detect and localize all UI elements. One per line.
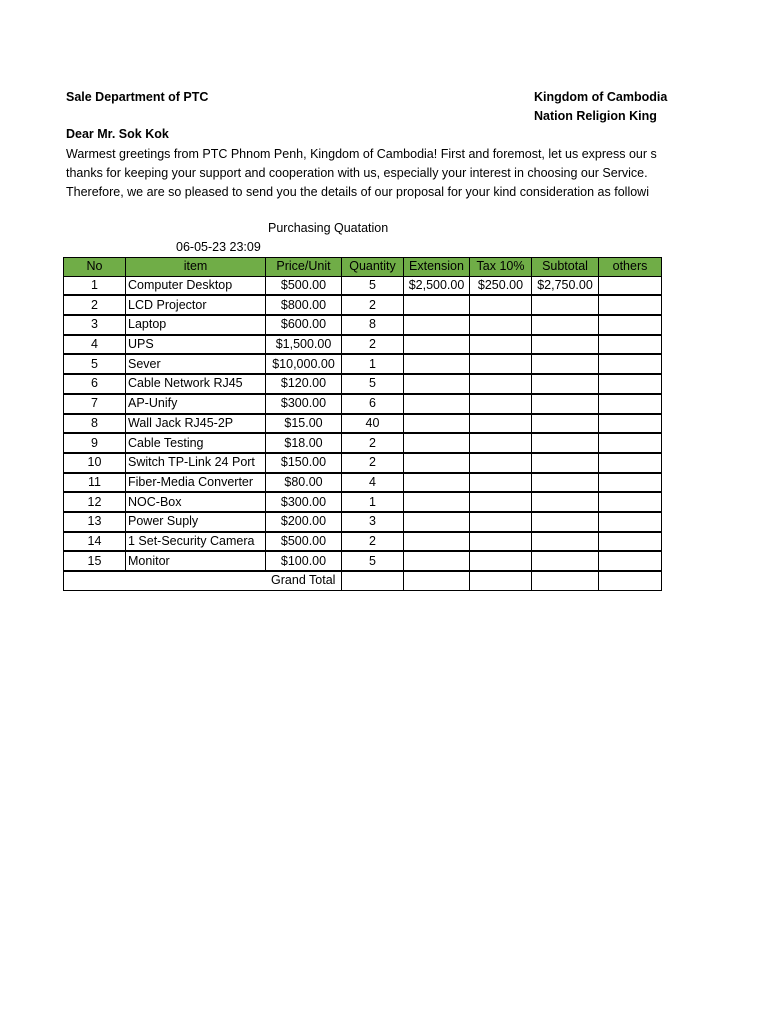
salutation: Dear Mr. Sok Kok bbox=[66, 127, 169, 141]
cell-tax bbox=[470, 335, 532, 355]
cell-price: $100.00 bbox=[266, 551, 342, 571]
cell-quantity: 8 bbox=[342, 315, 404, 335]
table-row bbox=[64, 276, 662, 295]
cell-others bbox=[599, 492, 662, 512]
table-header-row bbox=[64, 258, 662, 277]
cell-quantity: 5 bbox=[342, 276, 404, 295]
cell-extension bbox=[404, 414, 470, 434]
cell-tax bbox=[470, 473, 532, 493]
cell-subtotal bbox=[532, 374, 599, 394]
cell-subtotal bbox=[532, 453, 599, 473]
cell-others bbox=[599, 394, 662, 414]
cell-extension bbox=[404, 512, 470, 532]
cell-item: Sever bbox=[126, 354, 266, 374]
cell-extension bbox=[404, 374, 470, 394]
cell-subtotal bbox=[532, 354, 599, 374]
col-header-price: Price/Unit bbox=[266, 258, 342, 277]
grand-total-tax bbox=[470, 571, 532, 590]
cell-price: $150.00 bbox=[266, 453, 342, 473]
cell-extension bbox=[404, 433, 470, 453]
cell-item: UPS bbox=[126, 335, 266, 355]
cell-tax bbox=[470, 295, 532, 315]
grand-total-row bbox=[64, 571, 662, 590]
cell-item: Fiber-Media Converter bbox=[126, 473, 266, 493]
cell-item: Wall Jack RJ45-2P bbox=[126, 414, 266, 434]
cell-subtotal bbox=[532, 414, 599, 434]
cell-no: 11 bbox=[64, 473, 126, 493]
col-header-tax: Tax 10% bbox=[470, 258, 532, 277]
cell-subtotal bbox=[532, 394, 599, 414]
cell-extension bbox=[404, 295, 470, 315]
cell-subtotal bbox=[532, 532, 599, 552]
cell-no: 10 bbox=[64, 453, 126, 473]
cell-extension: $2,500.00 bbox=[404, 276, 470, 295]
cell-tax bbox=[470, 354, 532, 374]
cell-tax bbox=[470, 374, 532, 394]
grand-total-blank bbox=[64, 571, 126, 590]
cell-no: 13 bbox=[64, 512, 126, 532]
national-motto: Nation Religion King bbox=[534, 109, 657, 123]
cell-subtotal bbox=[532, 315, 599, 335]
cell-extension bbox=[404, 354, 470, 374]
cell-extension bbox=[404, 335, 470, 355]
table-row bbox=[64, 551, 662, 571]
cell-price: $300.00 bbox=[266, 492, 342, 512]
cell-subtotal bbox=[532, 512, 599, 532]
cell-price: $10,000.00 bbox=[266, 354, 342, 374]
cell-extension bbox=[404, 453, 470, 473]
table-row bbox=[64, 335, 662, 355]
letter-line: Therefore, we are so pleased to send you the details of our proposal for your kind consideration as followi bbox=[66, 185, 649, 199]
cell-no: 12 bbox=[64, 492, 126, 512]
table-row bbox=[64, 295, 662, 315]
cell-no: 9 bbox=[64, 433, 126, 453]
cell-subtotal bbox=[532, 492, 599, 512]
cell-price: $80.00 bbox=[266, 473, 342, 493]
country-name: Kingdom of Cambodia bbox=[534, 90, 668, 104]
cell-price: $15.00 bbox=[266, 414, 342, 434]
letter-line: thanks for keeping your support and cooperation with us, especially your interest in choosing our Service. bbox=[66, 166, 648, 180]
cell-item: Switch TP-Link 24 Port bbox=[126, 453, 266, 473]
grand-total-subtotal bbox=[532, 571, 599, 590]
quotation-datetime: 06-05-23 23:09 bbox=[176, 240, 261, 254]
cell-others bbox=[599, 276, 662, 295]
cell-others bbox=[599, 453, 662, 473]
cell-quantity: 2 bbox=[342, 335, 404, 355]
cell-extension bbox=[404, 473, 470, 493]
cell-others bbox=[599, 414, 662, 434]
cell-price: $500.00 bbox=[266, 276, 342, 295]
cell-no: 1 bbox=[64, 276, 126, 295]
cell-quantity: 2 bbox=[342, 532, 404, 552]
table-row bbox=[64, 433, 662, 453]
cell-tax bbox=[470, 532, 532, 552]
cell-quantity: 2 bbox=[342, 433, 404, 453]
table-row bbox=[64, 354, 662, 374]
quotation-title: Purchasing Quatation bbox=[268, 221, 389, 235]
col-header-others: others bbox=[599, 258, 662, 277]
cell-item: Monitor bbox=[126, 551, 266, 571]
cell-item: Power Suply bbox=[126, 512, 266, 532]
letter-body bbox=[66, 145, 661, 205]
cell-subtotal bbox=[532, 433, 599, 453]
table-row bbox=[64, 414, 662, 434]
table-row bbox=[64, 453, 662, 473]
cell-extension bbox=[404, 532, 470, 552]
quotation-table bbox=[63, 257, 662, 591]
cell-extension bbox=[404, 551, 470, 571]
cell-others bbox=[599, 374, 662, 394]
cell-item: Cable Testing bbox=[126, 433, 266, 453]
table-row bbox=[64, 473, 662, 493]
cell-others bbox=[599, 295, 662, 315]
cell-price: $120.00 bbox=[266, 374, 342, 394]
cell-no: 7 bbox=[64, 394, 126, 414]
cell-subtotal bbox=[532, 335, 599, 355]
cell-price: $600.00 bbox=[266, 315, 342, 335]
col-header-no: No bbox=[64, 258, 126, 277]
cell-item: Cable Network RJ45 bbox=[126, 374, 266, 394]
cell-item: LCD Projector bbox=[126, 295, 266, 315]
cell-item: NOC-Box bbox=[126, 492, 266, 512]
cell-no: 14 bbox=[64, 532, 126, 552]
cell-quantity: 2 bbox=[342, 453, 404, 473]
cell-tax bbox=[470, 315, 532, 335]
cell-price: $800.00 bbox=[266, 295, 342, 315]
cell-others bbox=[599, 532, 662, 552]
table-row bbox=[64, 394, 662, 414]
cell-quantity: 6 bbox=[342, 394, 404, 414]
cell-no: 15 bbox=[64, 551, 126, 571]
cell-quantity: 5 bbox=[342, 551, 404, 571]
cell-no: 4 bbox=[64, 335, 126, 355]
cell-item: Laptop bbox=[126, 315, 266, 335]
cell-subtotal: $2,750.00 bbox=[532, 276, 599, 295]
cell-quantity: 2 bbox=[342, 295, 404, 315]
cell-others bbox=[599, 551, 662, 571]
cell-tax bbox=[470, 414, 532, 434]
table-row bbox=[64, 315, 662, 335]
cell-price: $300.00 bbox=[266, 394, 342, 414]
cell-subtotal bbox=[532, 551, 599, 571]
cell-others bbox=[599, 433, 662, 453]
cell-others bbox=[599, 512, 662, 532]
cell-others bbox=[599, 473, 662, 493]
grand-total-blank bbox=[126, 571, 266, 590]
cell-tax bbox=[470, 551, 532, 571]
col-header-subtotal: Subtotal bbox=[532, 258, 599, 277]
cell-price: $1,500.00 bbox=[266, 335, 342, 355]
cell-quantity: 1 bbox=[342, 354, 404, 374]
cell-quantity: 40 bbox=[342, 414, 404, 434]
cell-price: $500.00 bbox=[266, 532, 342, 552]
grand-total-quantity bbox=[342, 571, 404, 590]
cell-tax bbox=[470, 512, 532, 532]
cell-item: AP-Unify bbox=[126, 394, 266, 414]
table-row bbox=[64, 532, 662, 552]
col-header-quantity: Quantity bbox=[342, 258, 404, 277]
cell-tax bbox=[470, 453, 532, 473]
cell-extension bbox=[404, 492, 470, 512]
grand-total-extension bbox=[404, 571, 470, 590]
cell-quantity: 3 bbox=[342, 512, 404, 532]
table-row bbox=[64, 374, 662, 394]
cell-item: Computer Desktop bbox=[126, 276, 266, 295]
cell-no: 8 bbox=[64, 414, 126, 434]
cell-tax bbox=[470, 433, 532, 453]
cell-subtotal bbox=[532, 295, 599, 315]
sender-department: Sale Department of PTC bbox=[66, 90, 209, 104]
cell-others bbox=[599, 315, 662, 335]
cell-no: 6 bbox=[64, 374, 126, 394]
grand-total-label: Grand Total bbox=[266, 571, 342, 590]
cell-quantity: 1 bbox=[342, 492, 404, 512]
cell-tax bbox=[470, 492, 532, 512]
letter-line: Warmest greetings from PTC Phnom Penh, Kingdom of Cambodia! First and foremost, let us express our s bbox=[66, 147, 657, 161]
cell-price: $18.00 bbox=[266, 433, 342, 453]
grand-total-others bbox=[599, 571, 662, 590]
cell-tax bbox=[470, 394, 532, 414]
cell-quantity: 5 bbox=[342, 374, 404, 394]
cell-item: 1 Set-Security Camera bbox=[126, 532, 266, 552]
cell-no: 2 bbox=[64, 295, 126, 315]
cell-no: 3 bbox=[64, 315, 126, 335]
cell-others bbox=[599, 354, 662, 374]
cell-extension bbox=[404, 394, 470, 414]
cell-extension bbox=[404, 315, 470, 335]
table-row bbox=[64, 512, 662, 532]
col-header-extension: Extension bbox=[404, 258, 470, 277]
cell-price: $200.00 bbox=[266, 512, 342, 532]
cell-others bbox=[599, 335, 662, 355]
cell-subtotal bbox=[532, 473, 599, 493]
cell-tax: $250.00 bbox=[470, 276, 532, 295]
cell-quantity: 4 bbox=[342, 473, 404, 493]
cell-no: 5 bbox=[64, 354, 126, 374]
table-row bbox=[64, 492, 662, 512]
col-header-item: item bbox=[126, 258, 266, 277]
